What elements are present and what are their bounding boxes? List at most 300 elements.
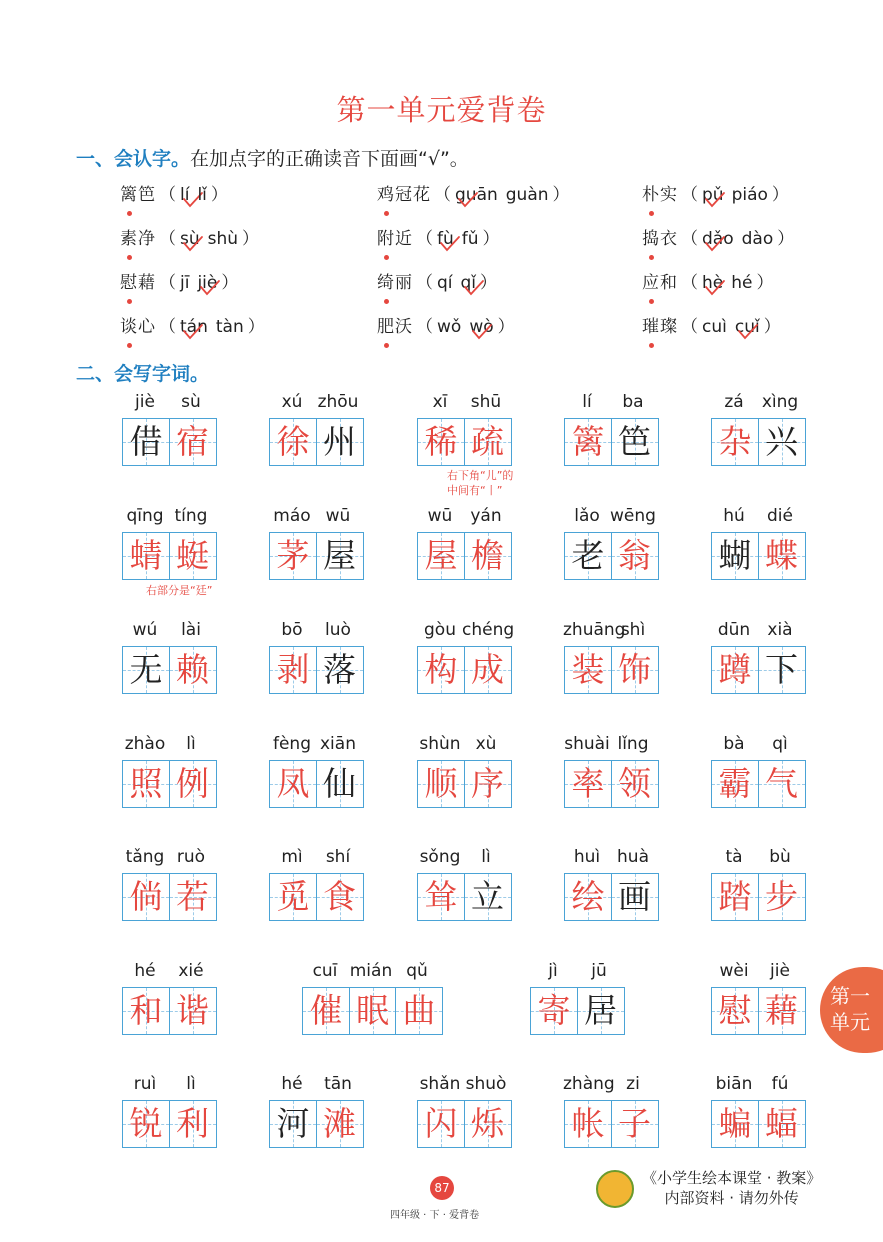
tian-zi-cell[interactable] xyxy=(316,418,364,466)
word-grid-group xyxy=(269,847,361,921)
written-character: 子 xyxy=(618,1104,651,1143)
pinyin-syllable: shí xyxy=(325,847,351,867)
pinyin-syllable: jiè xyxy=(135,392,155,412)
pinyin-syllable: zhào xyxy=(124,734,166,754)
pinyin-option-text: lí xyxy=(180,185,190,205)
pinyin-row xyxy=(564,506,656,530)
pinyin-option[interactable] xyxy=(197,185,206,205)
pinyin-option[interactable] xyxy=(180,317,208,337)
tian-zi-cell[interactable] xyxy=(417,760,465,808)
tian-zi-cell[interactable] xyxy=(711,873,759,921)
written-character: 屋 xyxy=(424,536,458,575)
pinyin-row xyxy=(122,847,214,871)
tian-zi-cell[interactable] xyxy=(611,760,659,808)
pinyin-row xyxy=(530,961,622,985)
tian-zi-cell[interactable] xyxy=(464,418,512,466)
pinyin-syllable: xiān xyxy=(320,734,356,754)
pinyin-syllable: zi xyxy=(626,1074,640,1094)
pinyin-option-text: guàn xyxy=(505,185,549,205)
pinyin-option[interactable] xyxy=(437,273,453,293)
pinyin-syllable: tíng xyxy=(174,506,208,526)
pinyin-option-text: lǐ xyxy=(197,185,207,205)
pinyin-syllable: ruò xyxy=(176,847,206,867)
tian-zi-cell[interactable] xyxy=(530,987,578,1035)
pinyin-row xyxy=(711,1074,803,1098)
character-grid xyxy=(711,873,804,921)
section-1-lead: 一、会认字。 xyxy=(76,148,191,170)
written-character: 催 xyxy=(309,991,343,1030)
note-shu-line2: 中间有“丨” xyxy=(447,484,503,497)
emphasis-dot-icon xyxy=(384,211,389,216)
written-character: 剥 xyxy=(276,650,310,689)
footer-publisher xyxy=(642,1168,821,1208)
emphasis-dot-icon xyxy=(649,299,654,304)
reading-word: 谈心 xyxy=(120,317,156,337)
character-grid xyxy=(564,418,657,466)
pinyin-row xyxy=(711,961,803,985)
section-1-heading xyxy=(76,144,469,171)
word-grid-group xyxy=(564,506,656,580)
tian-zi-cell[interactable] xyxy=(169,532,217,580)
written-character: 州 xyxy=(323,422,356,461)
pinyin-option[interactable] xyxy=(180,273,189,293)
reading-word: 慰藉 xyxy=(120,273,156,293)
pinyin-option[interactable] xyxy=(702,317,727,337)
pinyin-syllable: bà xyxy=(723,734,745,754)
written-character: 下 xyxy=(765,650,798,689)
tian-zi-cell[interactable] xyxy=(417,532,465,580)
tian-zi-cell[interactable] xyxy=(269,532,317,580)
pinyin-syllable: shǎn xyxy=(419,1074,461,1094)
written-character: 屋 xyxy=(323,536,356,575)
pinyin-syllable: wú xyxy=(132,620,158,640)
character-grid xyxy=(269,532,362,580)
tian-zi-cell[interactable] xyxy=(464,873,512,921)
check-mark-icon xyxy=(439,235,461,253)
pinyin-row xyxy=(269,847,361,871)
word-grid-group xyxy=(122,620,214,694)
tian-zi-cell[interactable] xyxy=(611,646,659,694)
tian-zi-cell[interactable] xyxy=(269,760,317,808)
tian-zi-cell[interactable] xyxy=(711,532,759,580)
tian-zi-cell[interactable] xyxy=(758,873,806,921)
written-character: 老 xyxy=(571,536,605,575)
tian-zi-cell[interactable] xyxy=(711,418,759,466)
reading-item: 附近 （ fù fǔ ） xyxy=(377,224,500,249)
tian-zi-cell[interactable] xyxy=(464,760,512,808)
reading-word: 捣衣 xyxy=(642,229,678,249)
pinyin-syllable: lài xyxy=(181,620,201,640)
written-character: 锐 xyxy=(129,1104,163,1143)
tian-zi-cell[interactable] xyxy=(269,418,317,466)
word-grid-group xyxy=(530,961,622,1035)
tian-zi-cell[interactable] xyxy=(564,873,612,921)
pinyin-syllable: huà xyxy=(617,847,649,867)
tian-zi-cell[interactable] xyxy=(169,873,217,921)
pinyin-option-text: hé xyxy=(731,273,753,293)
written-character: 气 xyxy=(765,764,798,803)
written-character: 觅 xyxy=(276,877,310,916)
character-grid xyxy=(122,760,215,808)
tian-zi-cell[interactable] xyxy=(711,760,759,808)
pinyin-syllable: wū xyxy=(325,506,351,526)
reading-word: 附近 xyxy=(377,229,413,249)
tian-zi-cell[interactable] xyxy=(169,987,217,1035)
tian-zi-cell[interactable] xyxy=(564,760,612,808)
word-grid-group xyxy=(711,961,803,1035)
pinyin-syllable: zhōu xyxy=(317,392,359,412)
pinyin-row xyxy=(711,734,803,758)
pinyin-option[interactable] xyxy=(702,229,734,249)
emphasis-dot-icon xyxy=(127,299,132,304)
pinyin-row xyxy=(564,734,656,758)
reading-item: 肥沃 （ wǒ wò ） xyxy=(377,312,515,337)
written-character: 蜓 xyxy=(176,536,209,575)
character-grid xyxy=(711,418,804,466)
tian-zi-cell[interactable] xyxy=(711,1100,759,1148)
tian-zi-cell[interactable] xyxy=(417,418,465,466)
tian-zi-cell[interactable] xyxy=(464,646,512,694)
pinyin-row xyxy=(564,1074,656,1098)
check-mark-icon xyxy=(704,279,726,297)
check-mark-icon xyxy=(463,279,485,297)
footer-grade-label: 四年级 · 下 · 爱背卷 xyxy=(390,1210,480,1221)
tian-zi-cell[interactable] xyxy=(122,1100,170,1148)
written-character: 赖 xyxy=(176,650,209,689)
pinyin-option-text: tán xyxy=(180,317,208,337)
character-grid xyxy=(417,760,510,808)
tian-zi-cell[interactable] xyxy=(395,987,443,1035)
pinyin-syllable: lì xyxy=(186,1074,196,1094)
note-ting: 右部分是“廷” xyxy=(146,584,213,597)
pinyin-option-text: sù xyxy=(180,229,200,249)
check-mark-icon xyxy=(182,323,204,341)
tian-zi-cell[interactable] xyxy=(564,532,612,580)
character-grid xyxy=(564,646,657,694)
emphasis-dot-icon xyxy=(649,211,654,216)
pinyin-syllable: xié xyxy=(178,961,204,981)
tian-zi-cell[interactable] xyxy=(169,760,217,808)
word-grid-group xyxy=(417,847,509,921)
written-character: 杂 xyxy=(718,422,752,461)
written-character: 居 xyxy=(584,991,617,1030)
word-grid-group xyxy=(417,506,509,580)
written-character: 稀 xyxy=(424,422,458,461)
tian-zi-cell[interactable] xyxy=(302,987,350,1035)
word-grid-group xyxy=(269,734,361,808)
written-character: 翁 xyxy=(618,536,651,575)
tian-zi-cell[interactable] xyxy=(122,646,170,694)
pinyin-syllable: qīng xyxy=(126,506,164,526)
pinyin-option[interactable] xyxy=(702,273,723,293)
pinyin-syllable: cuī xyxy=(312,961,338,981)
tian-zi-cell[interactable] xyxy=(122,532,170,580)
pinyin-option[interactable] xyxy=(731,273,752,293)
pinyin-option-text: cuì xyxy=(702,317,727,337)
character-grid xyxy=(122,418,215,466)
tian-zi-cell[interactable] xyxy=(711,646,759,694)
pinyin-syllable: tān xyxy=(324,1074,352,1094)
pinyin-option[interactable] xyxy=(462,229,479,249)
pinyin-row xyxy=(122,620,214,644)
written-character: 成 xyxy=(471,650,504,689)
word-grid-group xyxy=(564,734,656,808)
pinyin-syllable: tà xyxy=(725,847,743,867)
tian-zi-cell[interactable] xyxy=(611,873,659,921)
pinyin-row xyxy=(122,506,214,530)
reading-item: 捣衣 （ dǎo dào ） xyxy=(642,224,794,249)
character-grid xyxy=(417,646,510,694)
pinyin-syllable: fèng xyxy=(272,734,311,754)
pinyin-option-text: wò xyxy=(469,317,494,337)
written-character: 徐 xyxy=(276,422,310,461)
pinyin-row xyxy=(269,1074,361,1098)
check-mark-icon xyxy=(704,235,726,253)
tian-zi-cell[interactable] xyxy=(316,646,364,694)
character-grid xyxy=(564,760,657,808)
tian-zi-cell[interactable] xyxy=(122,987,170,1035)
emphasis-dot-icon xyxy=(384,343,389,348)
pinyin-option[interactable] xyxy=(180,185,189,205)
written-character: 立 xyxy=(471,877,504,916)
pinyin-syllable: lí xyxy=(582,392,592,412)
emphasis-dot-icon xyxy=(127,255,132,260)
pinyin-syllable: gòu xyxy=(424,620,456,640)
pinyin-option[interactable] xyxy=(437,229,454,249)
word-grid-group xyxy=(269,1074,361,1148)
publisher-logo-icon xyxy=(596,1170,634,1208)
character-grid xyxy=(417,418,510,466)
pinyin-row xyxy=(711,392,803,416)
tian-zi-cell[interactable] xyxy=(169,418,217,466)
note-shu-line1: 右下角“儿”的 xyxy=(447,469,514,482)
pinyin-syllable: jì xyxy=(548,961,558,981)
pinyin-syllable: yán xyxy=(470,506,502,526)
written-character: 装 xyxy=(571,650,605,689)
reading-row xyxy=(0,268,883,298)
tian-zi-cell[interactable] xyxy=(758,418,806,466)
tian-zi-cell[interactable] xyxy=(564,1100,612,1148)
written-character: 寄 xyxy=(537,991,571,1030)
pinyin-syllable: bō xyxy=(281,620,303,640)
character-grid xyxy=(269,646,362,694)
pinyin-row xyxy=(417,506,509,530)
tian-zi-cell[interactable] xyxy=(758,532,806,580)
pinyin-syllable: hé xyxy=(281,1074,303,1094)
section-2-lead: 二、会写字词。 xyxy=(76,363,210,385)
tian-zi-cell[interactable] xyxy=(316,532,364,580)
word-grid-group xyxy=(711,392,803,466)
reading-row xyxy=(0,312,883,342)
pinyin-row xyxy=(417,734,509,758)
pinyin-syllable: lì xyxy=(481,847,491,867)
check-mark-icon xyxy=(737,323,759,341)
pinyin-row xyxy=(122,961,214,985)
written-character: 霸 xyxy=(718,764,752,803)
word-grid-group xyxy=(122,734,214,808)
written-character: 构 xyxy=(424,650,458,689)
pinyin-option[interactable] xyxy=(735,317,760,337)
check-mark-icon xyxy=(199,279,221,297)
pinyin-syllable: dūn xyxy=(717,620,751,640)
tian-zi-cell[interactable] xyxy=(577,987,625,1035)
pinyin-option-text: qǐ xyxy=(460,273,477,293)
page-title: 第一单元爱背卷 xyxy=(336,93,547,127)
character-grid xyxy=(122,646,215,694)
pinyin-option[interactable] xyxy=(437,317,461,337)
pinyin-row xyxy=(417,847,509,871)
side-tab-line2: 单元 xyxy=(830,1010,870,1034)
tian-zi-cell[interactable] xyxy=(758,646,806,694)
pinyin-row xyxy=(269,620,361,644)
tian-zi-cell[interactable] xyxy=(417,646,465,694)
written-character: 和 xyxy=(129,991,163,1030)
tian-zi-cell[interactable] xyxy=(758,1100,806,1148)
tian-zi-cell[interactable] xyxy=(758,760,806,808)
pinyin-syllable: jiè xyxy=(770,961,790,981)
section-1-instruction: 在加点字的正确读音下面画“√”。 xyxy=(190,148,469,170)
tian-zi-cell[interactable] xyxy=(316,873,364,921)
check-mark-icon xyxy=(182,235,204,253)
written-character: 领 xyxy=(618,764,651,803)
written-character: 眠 xyxy=(356,991,389,1030)
pinyin-option[interactable] xyxy=(702,185,724,205)
tian-zi-cell[interactable] xyxy=(564,418,612,466)
word-grid-group xyxy=(564,392,656,466)
tian-zi-cell[interactable] xyxy=(269,873,317,921)
tian-zi-cell[interactable] xyxy=(169,646,217,694)
pinyin-row xyxy=(417,392,509,416)
tian-zi-cell[interactable] xyxy=(122,873,170,921)
pinyin-row xyxy=(564,392,656,416)
pinyin-syllable: wèi xyxy=(719,961,749,981)
character-grid xyxy=(564,1100,657,1148)
written-character: 宿 xyxy=(176,422,209,461)
pinyin-syllable: xú xyxy=(281,392,303,412)
tian-zi-cell[interactable] xyxy=(417,1100,465,1148)
reading-word: 素净 xyxy=(120,229,156,249)
word-grid-group xyxy=(564,847,656,921)
written-character: 藉 xyxy=(765,991,798,1030)
page-number: 87 xyxy=(430,1176,454,1200)
tian-zi-cell[interactable] xyxy=(269,1100,317,1148)
pinyin-syllable: shuò xyxy=(465,1074,507,1094)
pinyin-option[interactable] xyxy=(469,317,493,337)
word-grid-group xyxy=(711,734,803,808)
written-character: 兴 xyxy=(765,422,798,461)
pinyin-syllable: lì xyxy=(186,734,196,754)
tian-zi-cell[interactable] xyxy=(316,1100,364,1148)
tian-zi-cell[interactable] xyxy=(464,1100,512,1148)
character-grid xyxy=(269,760,362,808)
character-grid xyxy=(417,873,510,921)
reading-item: 璀璨 （ cuì cuǐ ） xyxy=(642,312,781,337)
pinyin-syllable: jū xyxy=(591,961,607,981)
tian-zi-cell[interactable] xyxy=(349,987,397,1035)
pinyin-syllable: chéng xyxy=(462,620,515,640)
written-character: 饰 xyxy=(618,650,651,689)
pinyin-option[interactable] xyxy=(455,185,498,205)
character-grid xyxy=(122,532,215,580)
pinyin-syllable: dié xyxy=(767,506,793,526)
tian-zi-cell[interactable] xyxy=(122,418,170,466)
word-grid-group xyxy=(122,1074,214,1148)
reading-word: 璀璨 xyxy=(642,317,678,337)
pinyin-option-text: hè xyxy=(702,273,724,293)
pinyin-option-text: pǔ xyxy=(702,185,724,205)
pinyin-option[interactable] xyxy=(216,317,244,337)
pinyin-syllable: zhuāng xyxy=(563,620,626,640)
tian-zi-cell[interactable] xyxy=(711,987,759,1035)
check-mark-icon xyxy=(471,323,493,341)
character-grid xyxy=(122,1100,215,1148)
emphasis-dot-icon xyxy=(127,211,132,216)
check-mark-icon xyxy=(457,191,479,209)
character-grid xyxy=(711,532,804,580)
reading-row xyxy=(0,180,883,210)
tian-zi-cell[interactable] xyxy=(122,760,170,808)
tian-zi-cell[interactable] xyxy=(316,760,364,808)
pinyin-syllable: biān xyxy=(715,1074,753,1094)
pinyin-option[interactable] xyxy=(180,229,200,249)
written-character: 踏 xyxy=(718,877,752,916)
pinyin-option[interactable] xyxy=(461,273,477,293)
tian-zi-cell[interactable] xyxy=(417,873,465,921)
pinyin-option-text: cuǐ xyxy=(734,317,760,337)
written-character: 笆 xyxy=(618,422,651,461)
pinyin-option[interactable] xyxy=(208,229,238,249)
footer-publisher-line2: 内部资料 · 请勿外传 xyxy=(664,1189,799,1207)
pinyin-option[interactable] xyxy=(197,273,217,293)
tian-zi-cell[interactable] xyxy=(269,646,317,694)
character-grid xyxy=(417,1100,510,1148)
written-character: 利 xyxy=(176,1104,209,1143)
word-grid-group xyxy=(711,1074,803,1148)
footer-publisher-line1: 《小学生绘本课堂 · 教案》 xyxy=(642,1169,822,1187)
pinyin-option-text: shù xyxy=(207,229,239,249)
reading-word: 应和 xyxy=(642,273,678,293)
character-grid xyxy=(530,987,623,1035)
written-character: 仙 xyxy=(323,764,356,803)
written-character: 若 xyxy=(176,877,209,916)
character-grid xyxy=(122,987,215,1035)
pinyin-option-text: tàn xyxy=(215,317,244,337)
pinyin-option[interactable] xyxy=(732,185,768,205)
character-grid xyxy=(711,646,804,694)
written-character: 凤 xyxy=(276,764,310,803)
written-character: 照 xyxy=(129,764,163,803)
pinyin-option[interactable] xyxy=(506,185,549,205)
tian-zi-cell[interactable] xyxy=(169,1100,217,1148)
tian-zi-cell[interactable] xyxy=(464,532,512,580)
word-grid-group xyxy=(564,620,656,694)
written-character: 序 xyxy=(471,764,504,803)
tian-zi-cell[interactable] xyxy=(611,418,659,466)
tian-zi-cell[interactable] xyxy=(611,1100,659,1148)
reading-item: 鸡冠花 （ guān guàn ） xyxy=(377,180,570,205)
pinyin-syllable: xià xyxy=(767,620,793,640)
pinyin-option[interactable] xyxy=(742,229,774,249)
word-grid-group xyxy=(122,961,214,1035)
pinyin-row xyxy=(269,392,361,416)
tian-zi-cell[interactable] xyxy=(611,532,659,580)
written-character: 烁 xyxy=(471,1104,504,1143)
character-grid xyxy=(302,987,442,1035)
word-grid-group xyxy=(417,620,515,694)
tian-zi-cell[interactable] xyxy=(564,646,612,694)
pinyin-row xyxy=(711,620,803,644)
tian-zi-cell[interactable] xyxy=(758,987,806,1035)
